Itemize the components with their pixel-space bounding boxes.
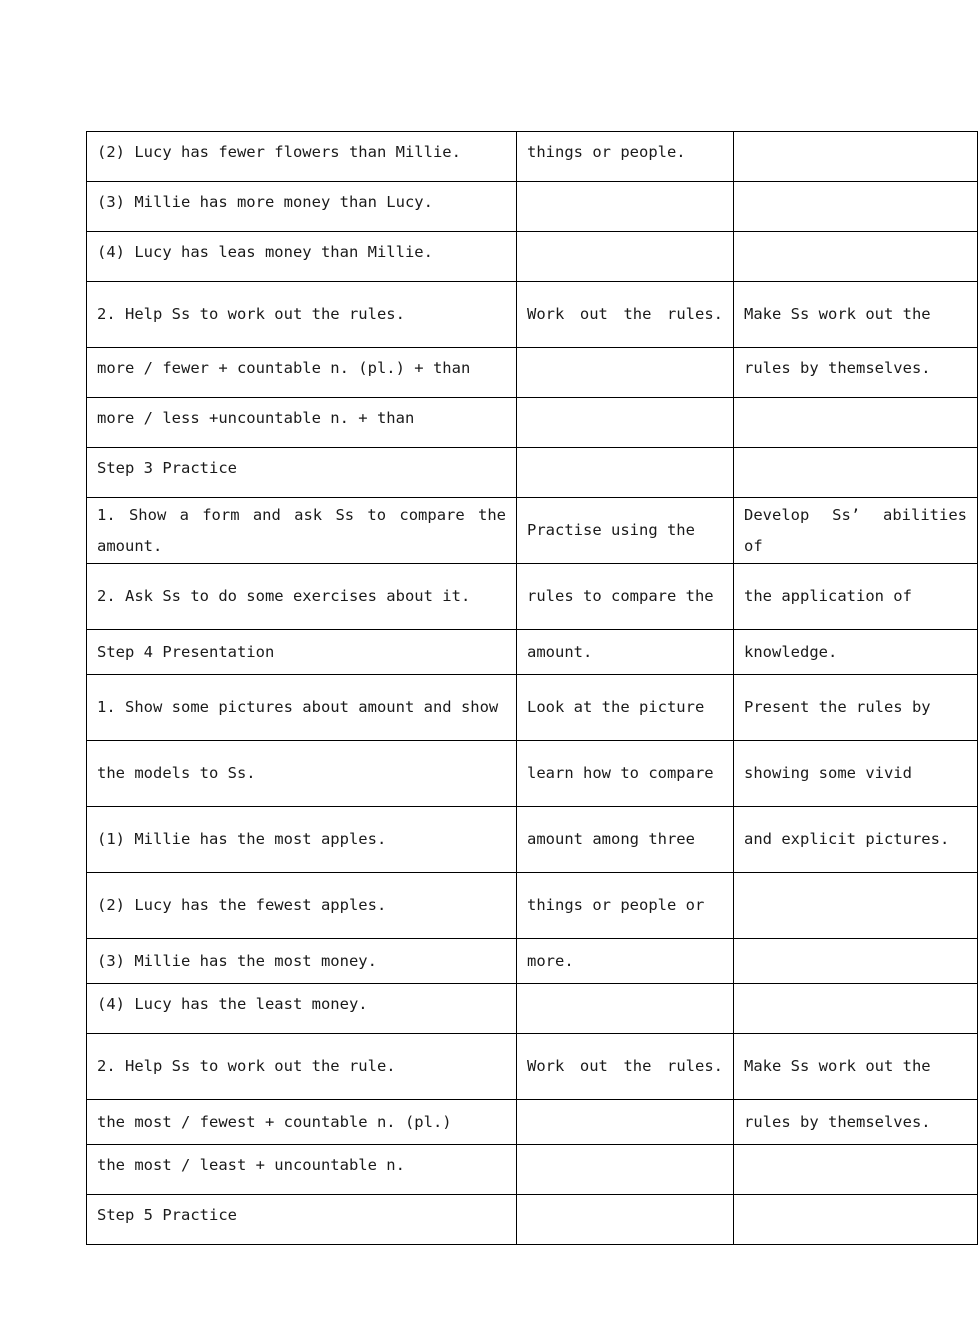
table-cell [734,448,978,498]
cell-text: Look at the picture [527,698,705,716]
table-cell [517,498,734,564]
cell-text: Step 3 Practice [97,459,237,477]
cell-text: things or people. [527,143,686,161]
table-cell [87,675,517,741]
table-row [87,630,978,675]
table-cell [517,398,734,448]
table-cell [87,1195,517,1245]
table-cell [734,675,978,741]
table-row [87,1034,978,1100]
table-row [87,448,978,498]
table-row [87,348,978,398]
table-row [87,939,978,984]
cell-text: Step 4 Presentation [97,642,275,661]
table-cell [734,873,978,939]
cell-text: more. [527,951,574,970]
table-row [87,741,978,807]
table-row [87,807,978,873]
table-cell [734,984,978,1034]
cell-text: (2) Lucy has the fewest apples. [97,896,387,914]
cell-text: Step 5 Practice [97,1206,237,1224]
cell-text: (3) Millie has the most money. [97,951,377,970]
table-cell [734,1145,978,1195]
cell-text: 2. Ask Ss to do some exercises about it. [97,587,471,605]
cell-text: (3) Millie has more money than Lucy. [97,193,433,211]
cell-text: (4) Lucy has the least money. [97,995,368,1013]
cell-text: Practise using the [527,521,695,539]
table-cell [734,1034,978,1100]
cell-text: (2) Lucy has fewer flowers than Millie. [97,143,461,161]
table-cell [734,282,978,348]
table-cell [517,1145,734,1195]
table-cell [734,132,978,182]
table-row [87,1195,978,1245]
cell-text: Make Ss work out the [744,305,931,323]
cell-text: amount. [527,642,593,661]
table-row [87,564,978,630]
table-cell [734,939,978,984]
table-cell [734,630,978,675]
cell-text: rules to compare the [527,587,714,605]
table-cell [517,564,734,630]
table-row [87,1145,978,1195]
table-cell [87,807,517,873]
table-cell [87,232,517,282]
table-cell [517,132,734,182]
table-cell [734,807,978,873]
table-cell [517,1195,734,1245]
cell-text: things or people or [527,896,705,914]
table-cell [517,1100,734,1145]
cell-text: 1. Show some pictures about amount and show [97,698,499,716]
table-cell [517,232,734,282]
cell-text: 1. Show a form and ask Ss to compare the amount. [97,505,516,555]
table-cell [734,182,978,232]
table-cell [517,630,734,675]
cell-text: learn how to compare [527,764,714,782]
table-row [87,498,978,564]
table-cell [87,348,517,398]
table-cell [734,232,978,282]
table-cell [517,282,734,348]
table-cell [734,398,978,448]
cell-text: and explicit pictures. [744,830,950,848]
table-row [87,1100,978,1145]
table-cell [734,1195,978,1245]
cell-text: Work out the rules. [527,305,723,323]
table-cell [87,132,517,182]
table-cell [734,564,978,630]
table-cell [87,630,517,675]
table-cell [87,1034,517,1100]
table-row [87,873,978,939]
cell-text: showing some vivid [744,764,912,782]
cell-text: the most / fewest + countable n. (pl.) [97,1112,452,1131]
table-row [87,675,978,741]
table-cell [87,448,517,498]
cell-text: knowledge. [744,642,838,661]
table-row [87,984,978,1034]
table-cell [87,741,517,807]
lesson-plan-table [86,131,978,1245]
cell-text: rules by themselves. [744,1112,931,1131]
table-cell [87,984,517,1034]
table-cell [517,873,734,939]
table-cell [517,1034,734,1100]
table-row [87,182,978,232]
table-cell [87,498,517,564]
cell-text: Work out the rules. [527,1057,723,1075]
cell-text: more / fewer + countable n. (pl.) + than [97,359,471,377]
cell-text: rules by themselves. [744,359,931,377]
table-cell [87,282,517,348]
cell-text: (1) Millie has the most apples. [97,830,387,848]
table-row [87,132,978,182]
cell-text: 2. Help Ss to work out the rule. [97,1057,396,1075]
table-cell [87,939,517,984]
table-row [87,282,978,348]
table-cell [517,939,734,984]
cell-text: the most / least + uncountable n. [97,1156,405,1174]
table-cell [517,984,734,1034]
table-cell [87,182,517,232]
table-cell [87,1100,517,1145]
table-cell [734,348,978,398]
table-cell [87,1145,517,1195]
table-row [87,398,978,448]
table-cell [734,498,978,564]
cell-text: Develop Ss’ abilities of [744,505,977,555]
table-cell [517,182,734,232]
cell-text: more / less +uncountable n. + than [97,409,415,427]
table-cell [87,398,517,448]
table-cell [517,348,734,398]
table-cell [87,873,517,939]
cell-text: the application of [744,587,912,605]
cell-text: Make Ss work out the [744,1057,931,1075]
cell-text: Present the rules by [744,698,931,716]
cell-text: amount among three [527,830,695,848]
cell-text: the models to Ss. [97,764,256,782]
table-cell [734,741,978,807]
cell-text: 2. Help Ss to work out the rules. [97,305,405,323]
table-cell [517,448,734,498]
table-cell [517,807,734,873]
cell-text: (4) Lucy has leas money than Millie. [97,243,433,261]
table-cell [734,1100,978,1145]
table-cell [87,564,517,630]
table-cell [517,741,734,807]
table-cell [517,675,734,741]
table-row [87,232,978,282]
